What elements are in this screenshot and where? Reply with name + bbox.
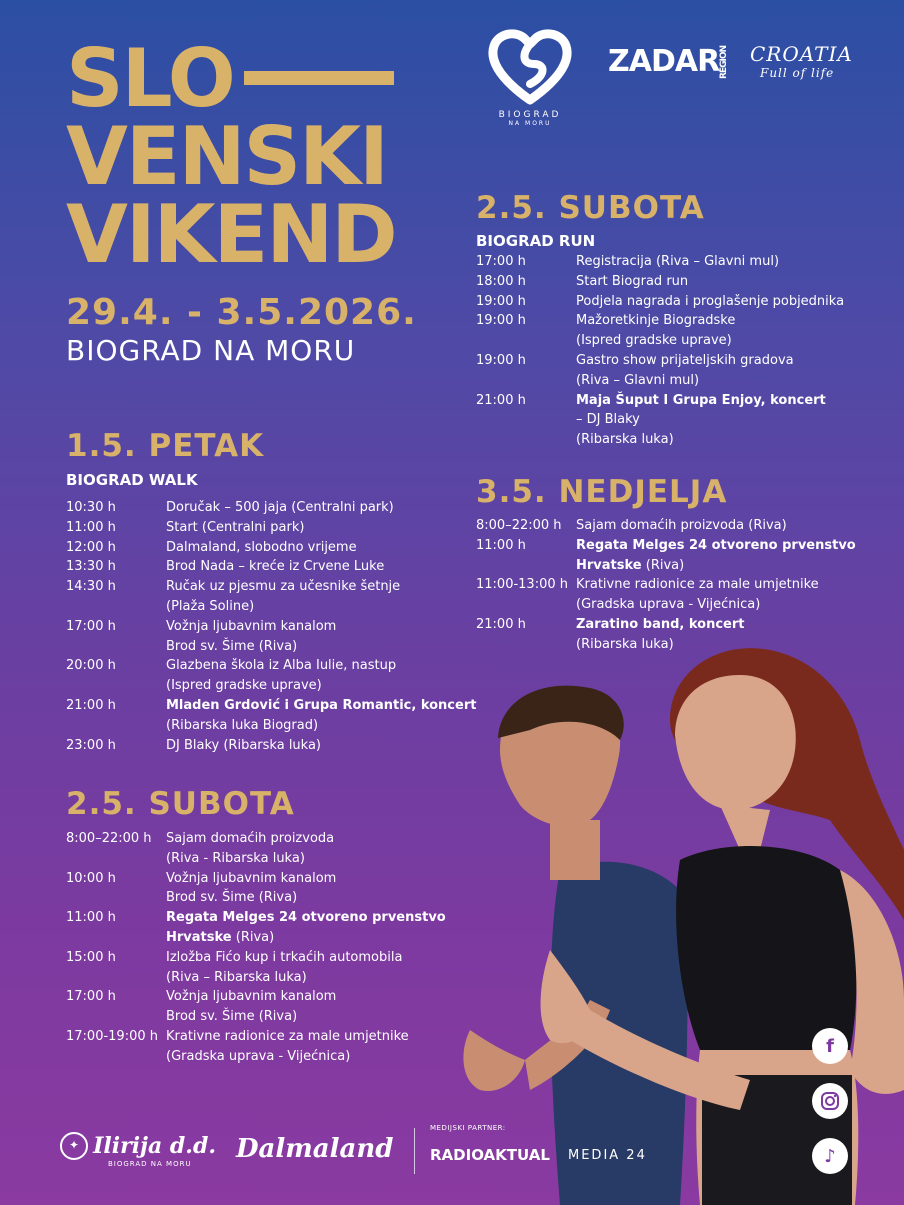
schedule-time: 13:30 h xyxy=(66,559,116,575)
zadar-logo-sub: REGION xyxy=(719,46,730,79)
schedule-highlight: Regata Melges 24 otvoreno prvenstvo xyxy=(576,537,856,553)
schedule-desc xyxy=(166,696,476,736)
top-logos xyxy=(480,28,860,128)
schedule-desc-text: Sajam domaćih proizvoda (Riva) xyxy=(576,518,787,533)
schedule-row xyxy=(66,1027,446,1067)
schedule-time: 8:00–22:00 h xyxy=(476,518,562,533)
schedule-desc-text: Vožnja ljubavnim kanalom xyxy=(166,618,337,634)
schedule-desc-text: Gastro show prijateljskih gradova xyxy=(576,352,794,368)
schedule-desc-text: Registracija (Riva – Glavni mul) xyxy=(576,254,780,269)
schedule-row xyxy=(66,869,446,909)
schedule-desc xyxy=(576,575,819,615)
facebook-icon[interactable]: f xyxy=(812,1028,848,1064)
ilirija-logo xyxy=(60,1132,216,1168)
schedule-desc xyxy=(576,536,856,576)
schedule-row xyxy=(66,908,446,948)
schedule-time: 11:00-13:00 h xyxy=(476,577,568,593)
schedule-desc-cont: Brod sv. Šime (Riva) xyxy=(166,638,298,654)
schedule-desc-cont: (Riva - Ribarska luka) xyxy=(166,850,305,866)
schedule-highlight: Maja Šuput I Grupa Enjoy, koncert xyxy=(576,392,826,408)
schedule-row xyxy=(66,518,476,538)
schedule-desc xyxy=(576,272,688,292)
schedule-desc-text: DJ Blaky (Ribarska luka) xyxy=(166,737,322,753)
schedule-row xyxy=(476,252,844,272)
schedule-desc xyxy=(576,252,779,272)
schedule-row xyxy=(476,516,856,536)
schedule-desc xyxy=(166,869,336,909)
title-line-2: VENSKI xyxy=(66,110,387,203)
zadar-logo-text: ZADAR xyxy=(608,44,720,79)
day1-schedule xyxy=(66,498,476,755)
schedule-row xyxy=(476,391,844,450)
schedule-highlight: Zaratino band, koncert xyxy=(576,616,745,632)
zadar-region-logo xyxy=(608,44,729,79)
day3-heading: 3.5. NEDJELJA xyxy=(476,474,728,510)
biograd-walk-title: BIOGRAD WALK xyxy=(66,471,198,489)
schedule-desc-text: (Riva) xyxy=(231,929,275,945)
day2-left-heading: 2.5. SUBOTA xyxy=(66,786,295,822)
schedule-time: 19:00 h xyxy=(476,313,526,329)
schedule-row xyxy=(66,987,446,1027)
schedule-desc xyxy=(166,908,446,948)
schedule-desc-text: Brod Nada – kreće iz Crvene Luke xyxy=(166,559,385,575)
poster-title xyxy=(66,32,426,281)
croatia-logo-sub: Full of life xyxy=(760,66,835,80)
title-line-1: SLO xyxy=(66,32,234,125)
schedule-time: 17:00 h xyxy=(476,254,526,269)
schedule-desc-text: Start Biograd run xyxy=(576,273,689,289)
schedule-time: 18:00 h xyxy=(476,273,526,289)
schedule-desc xyxy=(166,736,321,756)
schedule-desc xyxy=(166,617,336,657)
schedule-row xyxy=(476,351,844,391)
schedule-desc xyxy=(166,1027,409,1067)
schedule-desc-cont: (Ribarska luka Biograd) xyxy=(166,717,319,733)
schedule-desc-cont: (Ribarska luka) xyxy=(576,636,674,652)
instagram-icon[interactable] xyxy=(812,1083,848,1119)
biograd-logo-name: BIOGRAD xyxy=(498,110,562,120)
schedule-desc-text: Ručak uz pjesmu za učesnike šetnje xyxy=(166,579,401,595)
schedule-desc-text: Mažoretkinje Biogradske xyxy=(576,313,736,329)
schedule-time: 21:00 h xyxy=(66,697,116,713)
schedule-desc-cont: (Ispred gradske uprave) xyxy=(166,678,322,694)
media24-logo: MEDIA 24 xyxy=(568,1148,647,1163)
day1-heading: 1.5. PETAK xyxy=(66,428,265,464)
schedule-desc-cont: (Riva – Ribarska luka) xyxy=(166,969,307,985)
schedule-time: 15:00 h xyxy=(66,949,116,965)
schedule-row xyxy=(476,575,856,615)
schedule-row xyxy=(66,948,446,988)
schedule-highlight: Hrvatske xyxy=(166,929,232,945)
schedule-desc-text: Izložba Fićo kup i trkaćih automobila xyxy=(166,949,403,965)
schedule-desc xyxy=(166,656,396,696)
schedule-time: 23:00 h xyxy=(66,737,116,753)
schedule-time: 10:00 h xyxy=(66,870,116,886)
biograd-run-title: BIOGRAD RUN xyxy=(476,232,596,250)
schedule-desc-cont: – DJ Blaky xyxy=(576,412,640,428)
schedule-row xyxy=(66,577,476,617)
schedule-desc-text: Krativne radionice za male umjetnike xyxy=(166,1028,409,1044)
partners-divider xyxy=(414,1128,415,1174)
schedule-desc-cont: (Gradska uprava - Vijećnica) xyxy=(166,1048,351,1064)
schedule-time: 21:00 h xyxy=(476,392,526,408)
schedule-row xyxy=(66,656,476,696)
schedule-desc-text: (Riva) xyxy=(641,557,685,573)
schedule-row xyxy=(476,272,844,292)
biograd-logo-sub: NA MORU xyxy=(508,120,552,127)
croatia-logo xyxy=(750,42,853,80)
schedule-desc-text: Krativne radionice za male umjetnike xyxy=(576,577,819,593)
schedule-time: 21:00 h xyxy=(476,616,526,632)
schedule-row xyxy=(476,311,844,351)
dalmaland-logo: Dalmaland xyxy=(236,1134,394,1164)
schedule-time: 8:00–22:00 h xyxy=(66,831,152,846)
ilirija-sub: BIOGRAD NA MORU xyxy=(108,1160,192,1168)
schedule-desc-text: Doručak – 500 jaja (Centralni park) xyxy=(166,500,394,515)
schedule-desc xyxy=(166,557,384,577)
schedule-row xyxy=(66,557,476,577)
schedule-row xyxy=(66,736,476,756)
schedule-desc xyxy=(576,516,787,536)
schedule-row xyxy=(66,696,476,736)
schedule-desc-text: Dalmaland, slobodno vrijeme xyxy=(166,539,357,555)
biograd-logo xyxy=(480,28,580,127)
schedule-row xyxy=(476,292,844,312)
day2-right-heading: 2.5. SUBOTA xyxy=(476,190,705,226)
schedule-desc xyxy=(576,391,826,450)
schedule-desc-text: Vožnja ljubavnim kanalom xyxy=(166,870,337,886)
schedule-highlight: Hrvatske xyxy=(576,557,642,573)
schedule-desc-text: Podjela nagrada i proglašenje pobjednika xyxy=(576,293,845,309)
event-place: BIOGRAD NA MORU xyxy=(66,334,356,367)
schedule-desc-text: Sajam domaćih proizvoda xyxy=(166,831,335,846)
schedule-time: 12:00 h xyxy=(66,539,116,555)
croatia-logo-text: CROATIA xyxy=(750,42,853,66)
schedule-desc xyxy=(166,948,402,988)
ilirija-name: Ilirija d.d. xyxy=(93,1133,217,1159)
media-partner-label: MEDIJSKI PARTNER: xyxy=(430,1124,506,1132)
schedule-time: 17:00 h xyxy=(66,618,116,634)
day2-left-schedule xyxy=(66,829,446,1067)
title-dash xyxy=(244,71,394,85)
schedule-time: 19:00 h xyxy=(476,352,526,368)
schedule-desc xyxy=(166,577,400,617)
schedule-desc-text: Vožnja ljubavnim kanalom xyxy=(166,989,337,1005)
schedule-desc-cont: (Gradska uprava - Vijećnica) xyxy=(576,597,761,613)
heart-icon xyxy=(486,28,574,106)
day2-right-schedule xyxy=(476,252,844,450)
schedule-row xyxy=(66,617,476,657)
schedule-desc-text: Glazbena škola iz Alba Iulie, nastup xyxy=(166,658,397,674)
schedule-desc xyxy=(166,829,334,869)
schedule-desc-cont: (Ispred gradske uprave) xyxy=(576,333,732,349)
tiktok-icon[interactable]: ♪ xyxy=(812,1138,848,1174)
schedule-desc-cont xyxy=(576,556,856,576)
schedule-desc xyxy=(166,987,336,1027)
ilirija-emblem-icon: ✦ xyxy=(60,1132,88,1160)
schedule-time: 11:00 h xyxy=(476,537,526,553)
schedule-desc-text: Start (Centralni park) xyxy=(166,519,305,535)
schedule-time: 10:30 h xyxy=(66,500,116,515)
schedule-time: 20:00 h xyxy=(66,658,116,674)
schedule-desc-cont: (Riva – Glavni mul) xyxy=(576,372,700,388)
schedule-row xyxy=(66,538,476,558)
schedule-row xyxy=(66,498,476,518)
schedule-time: 14:30 h xyxy=(66,579,116,595)
schedule-desc-cont: (Plaža Soline) xyxy=(166,598,255,614)
schedule-desc xyxy=(166,538,357,558)
schedule-desc xyxy=(576,292,844,312)
schedule-desc xyxy=(166,518,304,538)
schedule-desc xyxy=(576,311,735,351)
schedule-time: 17:00-19:00 h xyxy=(66,1028,158,1044)
title-line-3: VIKEND xyxy=(66,188,396,281)
schedule-desc-cont: Brod sv. Šime (Riva) xyxy=(166,1009,298,1025)
schedule-desc-cont: Brod sv. Šime (Riva) xyxy=(166,890,298,906)
radioaktual-logo: RADIOAKTUAL xyxy=(430,1146,550,1164)
schedule-desc xyxy=(576,351,794,391)
event-dates: 29.4. - 3.5.2026. xyxy=(66,292,417,333)
schedule-desc-cont xyxy=(166,928,446,948)
schedule-row xyxy=(66,829,446,869)
schedule-time: 17:00 h xyxy=(66,989,116,1005)
schedule-row xyxy=(476,536,856,576)
schedule-highlight: Mladen Grdović i Grupa Romantic, koncert xyxy=(166,697,477,713)
schedule-desc-cont: (Ribarska luka) xyxy=(576,432,674,448)
schedule-time: 11:00 h xyxy=(66,910,116,926)
schedule-time: 11:00 h xyxy=(66,519,116,535)
schedule-highlight: Regata Melges 24 otvoreno prvenstvo xyxy=(166,910,446,926)
schedule-desc xyxy=(166,498,394,518)
schedule-time: 19:00 h xyxy=(476,293,526,309)
